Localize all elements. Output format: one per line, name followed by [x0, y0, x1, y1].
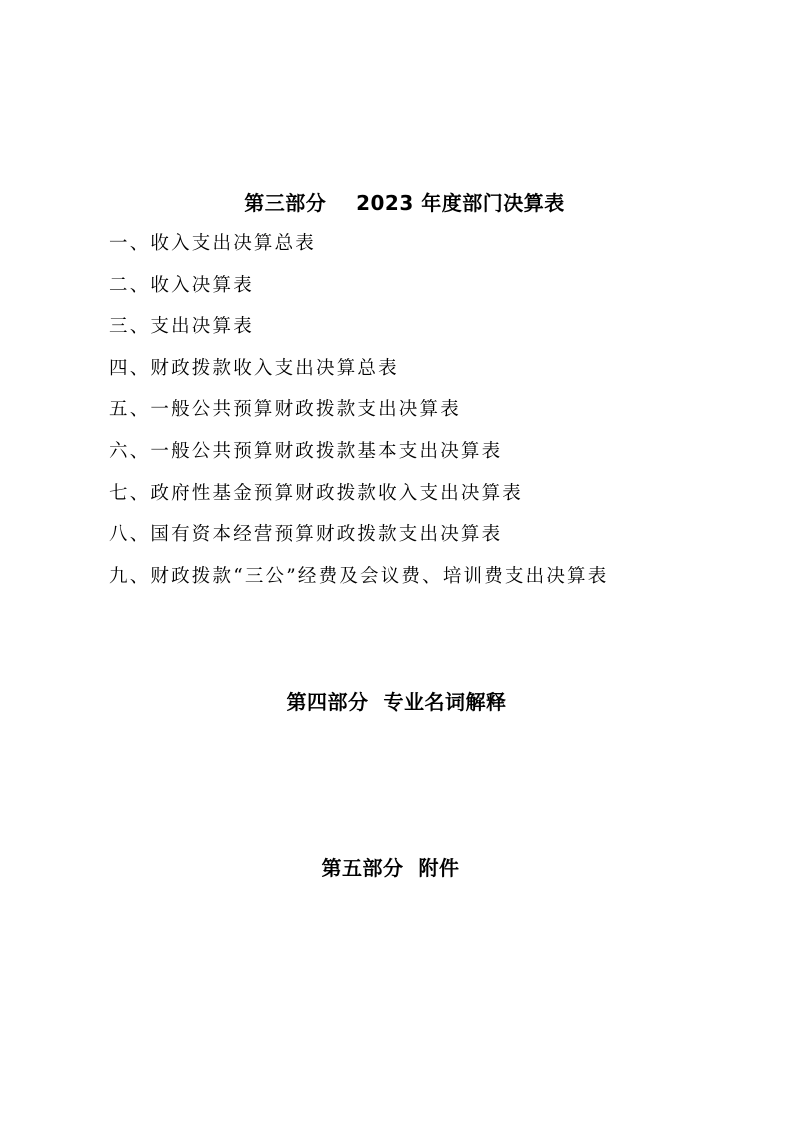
list-item: 六、一般公共预算财政拨款基本支出决算表: [109, 440, 503, 462]
list-item: 九、财政拨款“三公”经费及会议费、培训费支出决算表: [109, 565, 609, 587]
list-item: 一、收入支出决算总表: [109, 233, 317, 254]
part5-heading: 第五部分 附件: [321, 856, 460, 880]
list-item: 四、财政拨款收入支出决算总表: [109, 357, 399, 379]
list-item: 二、收入决算表: [109, 274, 254, 296]
part4-heading: 第四部分 专业名词解释: [286, 690, 507, 714]
list-item: 七、政府性基金预算财政拨款收入支出决算表: [109, 482, 524, 504]
list-item: 八、国有资本经营预算财政拨款支出决算表: [109, 524, 503, 546]
part3-heading: 第三部分 2023 年度部门决算表: [244, 191, 565, 215]
list-item: 五、一般公共预算财政拨款支出决算表: [109, 399, 461, 421]
list-item: 三、支出决算表: [109, 316, 254, 338]
part3-table-list: [109, 231, 608, 605]
